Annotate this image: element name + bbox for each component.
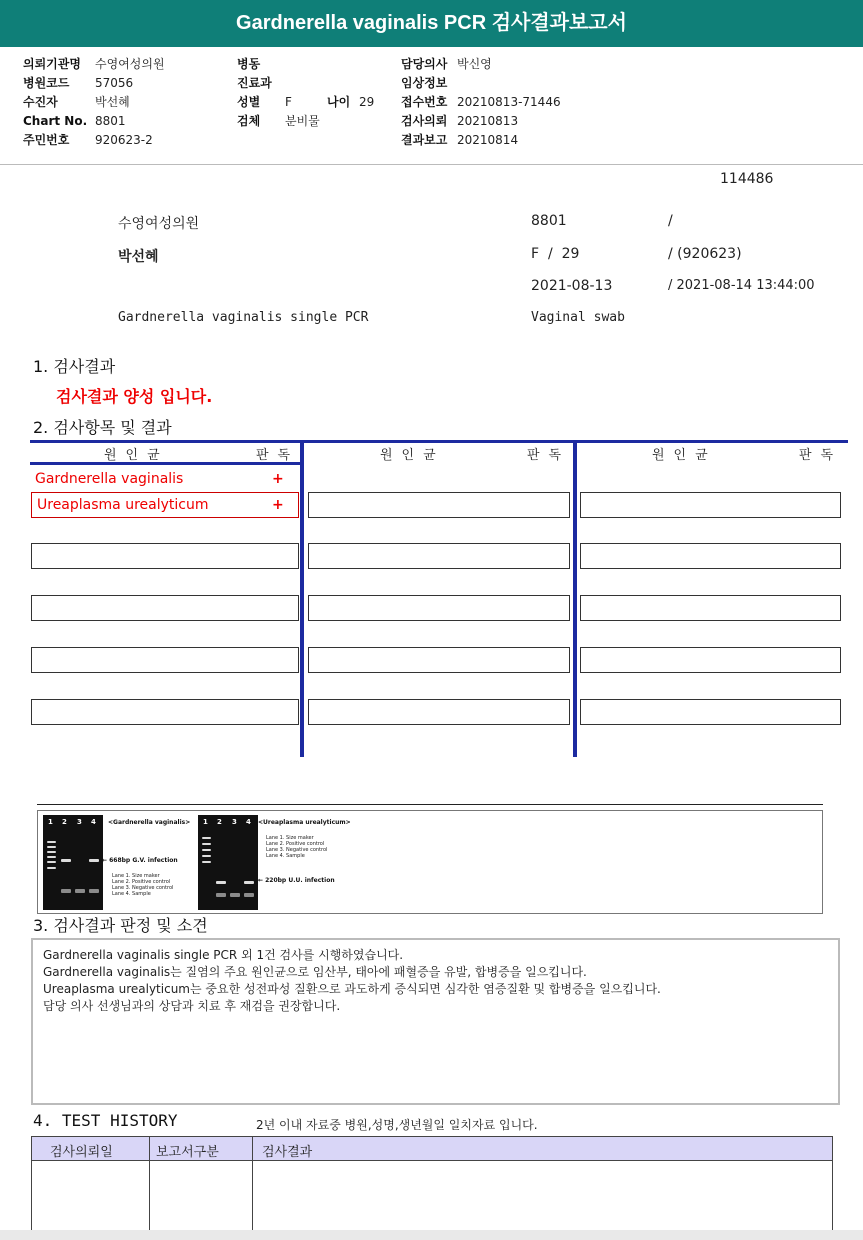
label-department: 진료과 xyxy=(237,76,272,90)
gel-band xyxy=(47,861,56,863)
table-cell-empty xyxy=(580,492,841,518)
lane-number: 3 xyxy=(232,818,237,826)
lane-number: 2 xyxy=(62,818,67,826)
table-cell-empty xyxy=(31,543,299,569)
label-doctor: 담당의사 xyxy=(401,57,448,71)
table-top-rule xyxy=(30,440,848,443)
lane-number: 1 xyxy=(203,818,208,826)
lane-number: 4 xyxy=(91,818,96,826)
value-resident-no: 920623-2 xyxy=(95,133,153,147)
table-cell-empty xyxy=(580,647,841,673)
label-request-date: 검사의뢰 xyxy=(401,114,448,128)
gel-band xyxy=(202,849,211,851)
lane-number: 4 xyxy=(246,818,251,826)
col2-pathogen-header: 원인균 xyxy=(380,448,445,463)
gel-band xyxy=(47,841,56,843)
value-age: 29 xyxy=(359,95,375,109)
table-cell-empty xyxy=(31,699,299,725)
section4-title: 4. TEST HISTORY xyxy=(33,1111,178,1130)
table-cell-empty xyxy=(31,595,299,621)
info-patient: 박선혜 xyxy=(118,249,159,265)
value-chart-no: 8801 xyxy=(95,114,126,128)
gel-band xyxy=(89,889,99,893)
gel-right-legend: Lane 1. Size maker Lane 2. Positive control Lane 3. Negative control Lane 4. Sample xyxy=(266,835,328,859)
header-col-1 xyxy=(23,55,223,150)
value-sex: F xyxy=(285,95,292,109)
info-sex-age: F / 29 xyxy=(531,246,580,262)
gel-band xyxy=(216,893,226,897)
info-specimen: Vaginal swab xyxy=(531,310,625,325)
table-cell-empty xyxy=(580,543,841,569)
opinion-box xyxy=(31,938,840,1105)
col3-pathogen-header: 원인균 xyxy=(652,448,717,463)
gel-left-arrow-label: ← 668bp G.V. infection xyxy=(102,857,178,864)
gel-band xyxy=(61,859,71,862)
gel-figure xyxy=(37,810,823,914)
result-ureaplasma-mark: + xyxy=(272,497,284,513)
gel-band xyxy=(47,846,56,848)
label-hospital-code: 병원코드 xyxy=(23,76,70,90)
gel-image-ureaplasma xyxy=(198,815,258,910)
gel-image-gardnerella xyxy=(43,815,103,910)
history-col-result: 검사결과 xyxy=(262,1145,313,1160)
gel-right-title: <Ureaplasma urealyticum> xyxy=(258,819,351,826)
report-number: 114486 xyxy=(720,171,774,187)
result-row-ureaplasma xyxy=(31,492,299,518)
gel-band xyxy=(61,889,71,893)
col1-judgment-header: 판독 xyxy=(256,448,300,463)
label-clinical-info: 임상정보 xyxy=(401,76,448,90)
gel-top-rule xyxy=(37,804,823,805)
header-col-2 xyxy=(237,55,397,131)
table-cell-empty xyxy=(308,543,570,569)
gel-band xyxy=(47,851,56,853)
opinion-line: Gardnerella vaginalis는 질염의 주요 원인균으로 임산부, 태아에 패혈증을 유발, 합병증을 일으킵니다. xyxy=(43,965,587,979)
label-age: 나이 xyxy=(327,95,351,109)
history-col-request-date: 검사의뢰일 xyxy=(50,1145,113,1160)
gel-right-arrow-label: ← 220bp U.U. infection xyxy=(258,877,335,884)
gel-band xyxy=(47,867,56,869)
positive-result: 검사결과 양성 입니다. xyxy=(56,387,213,406)
gel-band xyxy=(202,861,211,863)
gel-left-title: <Gardnerella vaginalis> xyxy=(108,819,191,826)
gel-band xyxy=(216,881,226,884)
history-note: 2년 이내 자료중 병원,성명,생년월일 일치자료 입니다. xyxy=(256,1118,538,1132)
gel-band xyxy=(230,893,240,897)
label-patient: 수진자 xyxy=(23,95,58,109)
info-request-date: 2021-08-13 xyxy=(531,278,613,294)
label-clinic: 의뢰기관명 xyxy=(23,57,81,71)
label-chart-no: Chart No. xyxy=(23,114,88,128)
label-ward: 병동 xyxy=(237,57,261,71)
lane-number: 1 xyxy=(48,818,53,826)
col1-pathogen-header: 원인균 xyxy=(104,448,169,463)
lane-number: 2 xyxy=(217,818,222,826)
section2-title: 2. 검사항목 및 결과 xyxy=(33,418,172,437)
info-test-name: Gardnerella vaginalis single PCR xyxy=(118,310,369,325)
value-clinic: 수영여성의원 xyxy=(95,57,165,71)
value-specimen: 분비물 xyxy=(285,114,320,128)
gel-band xyxy=(244,881,254,884)
result-gardnerella-name: Gardnerella vaginalis xyxy=(35,471,184,487)
label-resident-no: 주민번호 xyxy=(23,133,70,147)
table-cell-empty xyxy=(580,699,841,725)
test-history-table xyxy=(31,1136,833,1230)
label-sex: 성별 xyxy=(237,95,261,109)
value-receipt-no: 20210813-71446 xyxy=(457,95,561,109)
history-col-divider xyxy=(149,1136,150,1230)
table-cell-empty xyxy=(308,492,570,518)
info-chart-no: 8801 xyxy=(531,213,567,229)
history-col-divider xyxy=(252,1136,253,1230)
header-col-3 xyxy=(401,55,601,150)
info-clinic: 수영여성의원 xyxy=(118,216,200,232)
table-cell-empty xyxy=(580,595,841,621)
gel-band xyxy=(202,855,211,857)
gel-left-legend: Lane 1. Size maker Lane 2. Positive control Lane 3. Negative control Lane 4. Sample xyxy=(112,873,174,897)
opinion-line: Ureaplasma urealyticum는 중요한 성전파성 질환으로 과도하게 증식되면 심각한 염증질환 및 합병증을 일으킵니다. xyxy=(43,982,661,996)
value-patient: 박선혜 xyxy=(95,95,130,109)
col2-judgment-header: 판독 xyxy=(527,448,571,463)
value-hospital-code: 57056 xyxy=(95,76,134,90)
section3-title: 3. 검사결과 판정 및 소견 xyxy=(33,916,208,935)
history-table-header xyxy=(32,1136,832,1161)
gel-band xyxy=(202,843,211,845)
opinion-line: Gardnerella vaginalis single PCR 외 1건 검사를 시행하였습니다. xyxy=(43,948,404,962)
value-doctor: 박신영 xyxy=(457,57,492,71)
gel-band xyxy=(202,837,211,839)
info-slash: / xyxy=(668,213,673,229)
result-gardnerella-mark: + xyxy=(272,471,284,487)
value-report-date: 20210814 xyxy=(457,133,519,147)
history-col-report-type: 보고서구분 xyxy=(156,1145,219,1160)
info-report-datetime: / 2021-08-14 13:44:00 xyxy=(668,278,815,293)
col3-judgment-header: 판독 xyxy=(799,448,843,463)
gel-band xyxy=(75,889,85,893)
value-request-date: 20210813 xyxy=(457,114,519,128)
report-title: Gardnerella vaginalis PCR 검사결과보고서 xyxy=(0,0,863,47)
page-bottom-strip xyxy=(0,1230,863,1240)
table-cell-empty xyxy=(308,595,570,621)
label-report-date: 결과보고 xyxy=(401,133,448,147)
lane-number: 3 xyxy=(77,818,82,826)
label-specimen: 검체 xyxy=(237,114,261,128)
section1-title: 1. 검사결과 xyxy=(33,357,116,376)
result-ureaplasma-name: Ureaplasma urealyticum xyxy=(37,497,209,513)
gel-band xyxy=(89,859,99,862)
header-divider xyxy=(0,164,863,165)
table-col-divider-1 xyxy=(300,440,304,757)
table-col-divider-2 xyxy=(573,440,577,757)
opinion-line: 담당 의사 선생님과의 상담과 치료 후 재검을 권장합니다. xyxy=(43,999,341,1013)
gel-band xyxy=(47,856,56,858)
table-cell-empty xyxy=(31,647,299,673)
table-cell-empty xyxy=(308,647,570,673)
info-birth: / (920623) xyxy=(668,246,742,262)
table-cell-empty xyxy=(308,699,570,725)
gel-band xyxy=(244,893,254,897)
label-receipt-no: 접수번호 xyxy=(401,95,448,109)
